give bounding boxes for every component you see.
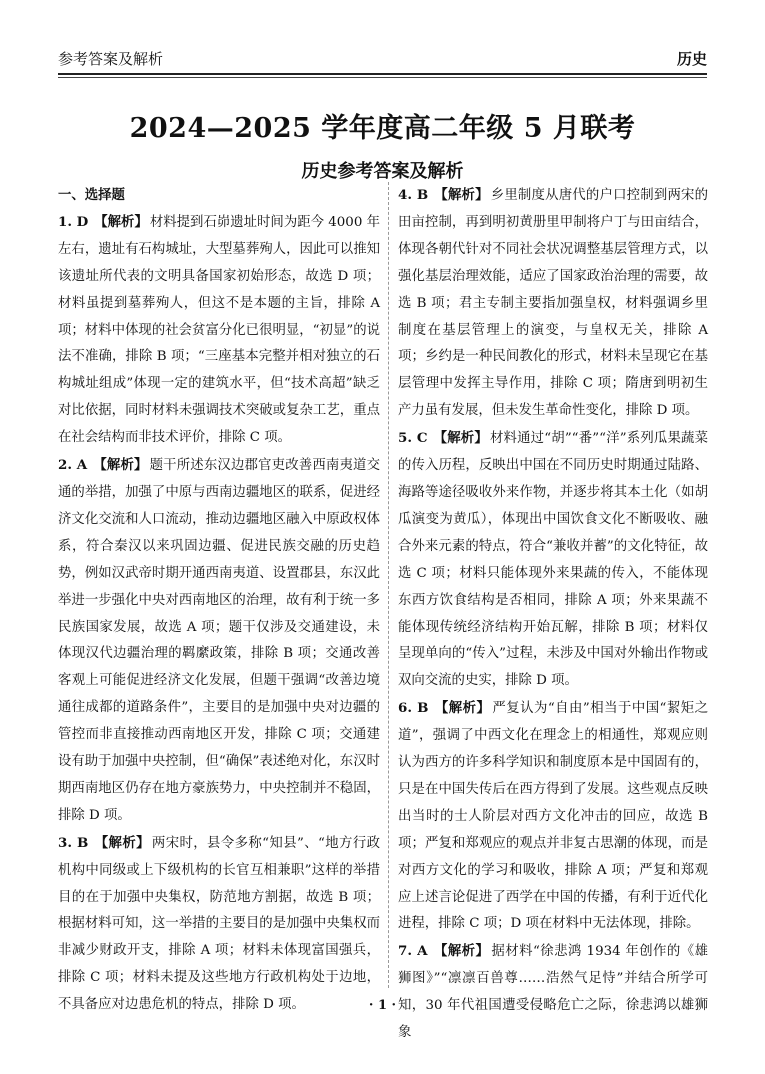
analysis-tag: 【解析】 (94, 213, 148, 230)
right-column (398, 182, 708, 1047)
answer-number: 6. B (398, 700, 429, 717)
answer-item (398, 182, 708, 425)
answer-number: 7. A (398, 943, 428, 960)
analysis-text: 严复认为“自由”相当于中国“絜矩之道”，强调了中西文化在理念上的相通性，郑观应则认为西方的许多科学知识和制度原本是中国固有的，只是在中国失传后在西方得到了发展。这些观点反映出当时的士人阶层对西方文化冲击的回应，故选 B 项；严复和郑观应的观点并非复古思潮的体现，而是对西方文化的学习和吸收，排除 A 项；严复和郑观应上述言论促进了西学在中国的传播，有利于近代化进程，排除 C 项；D 项在材料中无法体现，排除。 (398, 701, 708, 932)
section-heading: 一、选择题 (58, 187, 125, 203)
answer-number: 3. B (58, 834, 89, 851)
header-left-label: 参考答案及解析 (58, 50, 164, 68)
answer-item (58, 830, 380, 1019)
page-header (58, 44, 707, 72)
document-title: 2024—2025 学年度高二年级 5 月联考 (129, 113, 636, 144)
column-divider (388, 182, 389, 988)
analysis-text: 材料通过“胡”“番”“洋”系列瓜果蔬菜的传入历程，反映出中国在不同历史时期通过陆路、海路等途径吸收外来作物，并逐步将其本土化（如胡瓜演变为黄瓜），体现出中国饮食文化不断吸收、融合外来元素的特点，符合“兼收并蓄”的文化特征，故选 C 项；材料只能体现外来果蔬的传入，不能体现东西方饮食结构是否相同，排除 A 项；外来果蔬不能体现传统经济结构开始瓦解，排除 B 项；材料仅呈现单向的“传入”过程，未涉及中国对外输出作物或双向交流的史实，排除 D 项。 (398, 431, 708, 689)
analysis-tag: 【解析】 (433, 943, 490, 960)
answer-item (398, 695, 708, 938)
left-column (58, 182, 380, 1019)
header-rule-thick (58, 73, 707, 75)
analysis-text: 两宋时，县令多称“知县”、“地方行政机构中同级或上下级机构的长官互相兼职”这样的举措目的在于加强中央集权，防范地方割据，故选 B 项；根据材料可知，这一举措的主要目的是加强中央集权而非减少财政开支，排除 A 项；材料未体现富国强兵，排除 C 项；材料未提及这些地方行政机构处于边地，不具备应对边患危机的特点，排除 D 项。 (58, 835, 381, 1013)
analysis-text: 材料提到石峁遗址时间为距今 4000 年左右，遗址有石构城址，大型墓葬殉人，因此可以推知该遗址所代表的文明具备国家初始形态，故选 D 项；材料虽提到墓葬殉人，但这不是本题的主旨，排除 A 项；材料中体现的社会贫富分化已很明显，“初显”的说法不准确，排除 B 项；“三座基本完整并相对独立的石构城址组成”体现一定的建筑水平，但“技术高超”缺乏对比依据，同时材料未强调技术突破或复杂工艺，重点在社会结构而非技术评价，排除 C 项。 (58, 214, 380, 446)
analysis-text: 据材料“徐悲鸿 1934 年创作的《雄狮图》”“凛凛百兽尊……浩然气足恃”并结合所学可知，30 年代祖国遭受侵略危亡之际，徐悲鸿以雄狮象 (398, 944, 709, 1041)
answer-item (58, 452, 380, 830)
answer-item (58, 209, 380, 452)
analysis-text: 乡里制度从唐代的户口控制到两宋的田亩控制，再到明初黄册里甲制将户丁与田亩结合，体现各朝代针对不同社会状况调整基层管理方式，以强化基层治理效能，适应了国家政治治理的需要，故选 B 项；君主专制主要指加强皇权，材料强调乡里制度在基层管理上的演变，与皇权无关，排除 A 项；乡约是一种民间教化的形式，材料未呈现它在基层管理中发挥主导作用，排除 C 项；隋唐到明初生产力虽有发展，但未发生革命性变化，排除 D 项。 (398, 188, 709, 419)
page-number: · 1 · (368, 998, 397, 1013)
answer-number: 5. C (398, 430, 428, 447)
analysis-tag: 【解析】 (433, 430, 488, 447)
header-rule-thin (58, 77, 707, 78)
analysis-tag: 【解析】 (434, 187, 489, 203)
answer-item (398, 425, 708, 695)
analysis-tag: 【解析】 (93, 457, 148, 474)
answer-number: 2. A (58, 457, 88, 474)
answer-number: 1. D (58, 213, 89, 230)
document-subtitle: 历史参考答案及解析 (301, 161, 464, 182)
header-subject-label: 历史 (676, 50, 707, 68)
analysis-text: 题干所述东汉边郡官吏改善西南夷道交通的举措，加强了中原与西南边疆地区的联系，促进经济文化交流和人口流动，推动边疆地区融入中原政权体系，符合秦汉以来巩固边疆、促进民族交融的历史趋势，例如汉武帝时期开通西南夷道、设置郡县，东汉此举进一步强化中央对西南地区的治理，故有利于统一多民族国家发展，故选 A 项；题干仅涉及交通建设，未体现汉代边疆治理的羁縻政策，排除 B 项；交通改善客观上可能促进经济文化发展，但题干强调“改善边境通往成都的道路条件”，主要目的是加强中央对边疆的管控而非直接推动西南地区开发，排除 C 项；交通建设有助于加强中央控制，但“确保”表述绝对化，东汉时期西南地区仍存在地方豪族势力，中央控制并不稳固，排除 D 项。 (58, 458, 381, 823)
analysis-tag: 【解析】 (94, 834, 150, 851)
answer-number: 4. B (398, 187, 429, 203)
answer-item (398, 938, 708, 1047)
analysis-tag: 【解析】 (434, 700, 491, 717)
